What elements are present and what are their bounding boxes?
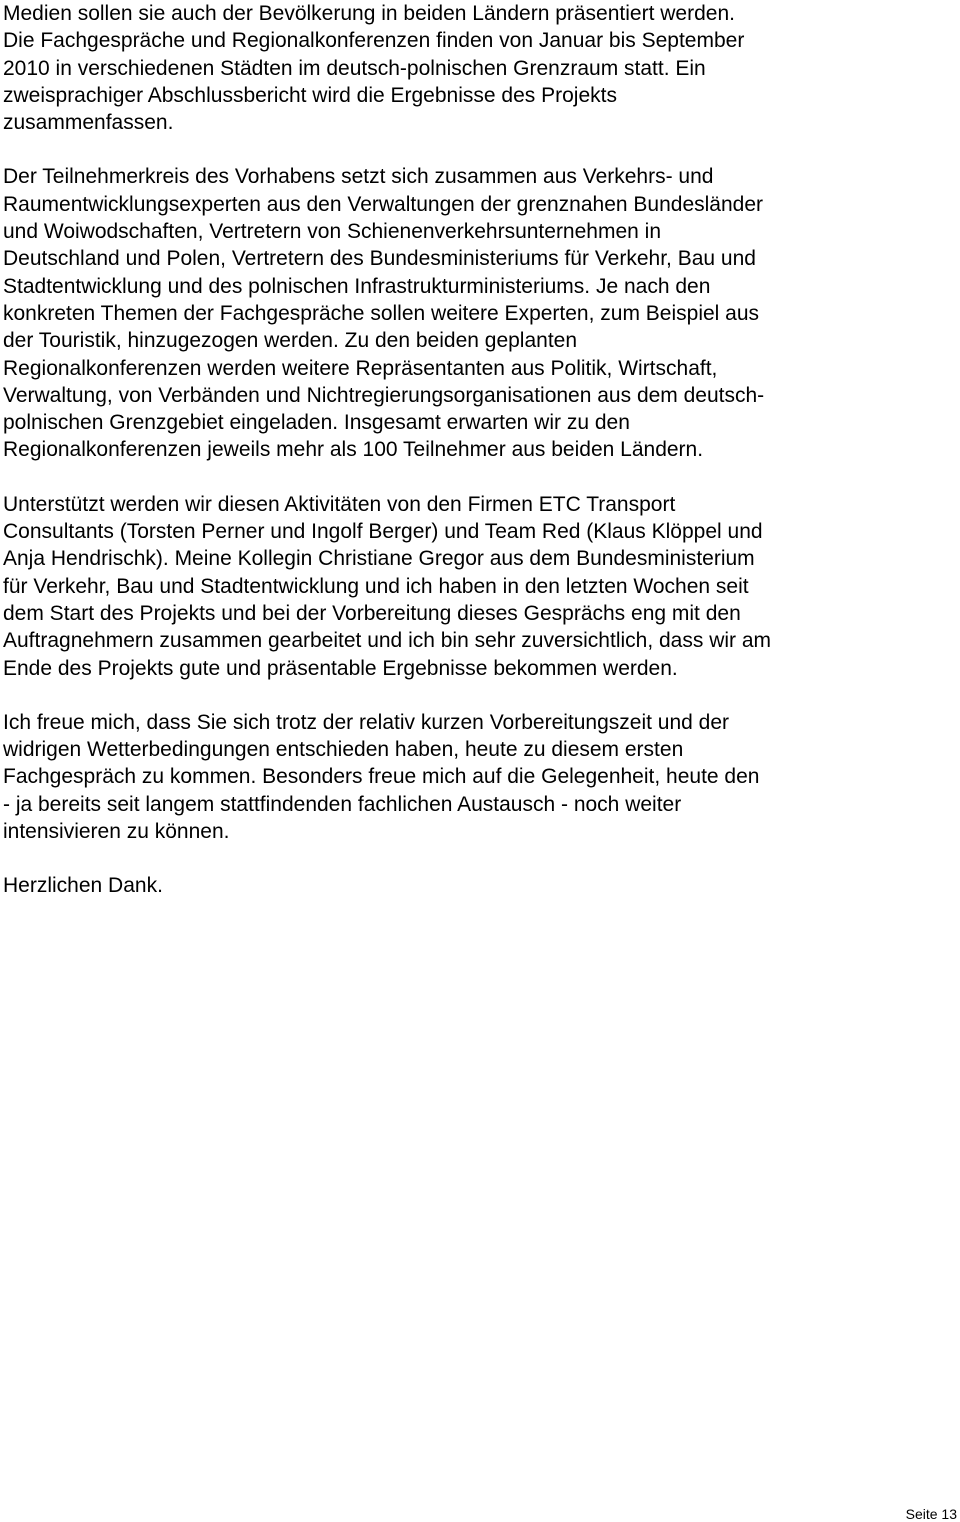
text-line: Fachgespräch zu kommen. Besonders freue mich auf die Gelegenheit, heute den: [3, 765, 760, 789]
paragraph-2: [3, 163, 903, 463]
page-number: Seite 13: [905, 1506, 957, 1522]
text-line: dem Start des Projekts und bei der Vorbereitung dieses Gesprächs eng mit den: [3, 601, 741, 625]
text-line: 2010 in verschiedenen Städten im deutsch-polnischen Grenzraum statt. Ein: [3, 56, 706, 80]
text-line: zweisprachiger Abschlussbericht wird die Ergebnisse des Projekts: [3, 83, 617, 107]
text-line: und Woiwodschaften, Vertretern von Schienenverkehrsunternehmen in: [3, 220, 662, 244]
paragraph-3: [3, 491, 903, 682]
text-line: Ich freue mich, dass Sie sich trotz der relativ kurzen Vorbereitungszeit und der: [3, 710, 730, 734]
text-line: zusammenfassen.: [3, 111, 174, 135]
text-line: der Touristik, hinzugezogen werden. Zu den beiden geplanten: [3, 329, 578, 353]
text-line: Regionalkonferenzen werden weitere Repräsentanten aus Politik, Wirtschaft,: [3, 356, 718, 380]
document-body: [3, 0, 903, 900]
text-line: Die Fachgespräche und Regionalkonferenzen finden von Januar bis September: [3, 29, 745, 53]
text-line: Raumentwicklungsexperten aus den Verwaltungen der grenznahen Bundesländer: [3, 192, 764, 216]
text-line: Deutschland und Polen, Vertretern des Bundesministeriums für Verkehr, Bau und: [3, 247, 756, 271]
text-line: Unterstützt werden wir diesen Aktivitäten von den Firmen ETC Transport: [3, 492, 676, 516]
text-line: Medien sollen sie auch der Bevölkerung in beiden Ländern präsentiert werden.: [3, 2, 735, 25]
text-line: widrigen Wetterbedingungen entschieden haben, heute zu diesem ersten: [3, 738, 684, 762]
text-line: Auftragnehmern zusammen gearbeitet und ich bin sehr zuversichtlich, dass wir am: [3, 629, 772, 653]
text-line: polnischen Grenzgebiet eingeladen. Insgesamt erwarten wir zu den: [3, 411, 630, 435]
closing-paragraph: [3, 872, 903, 899]
paragraph-4: [3, 709, 903, 845]
text-line: Stadtentwicklung und des polnischen Infrastrukturministeriums. Je nach den: [3, 274, 711, 298]
paragraph-1: [3, 0, 903, 136]
text-line: Consultants (Torsten Perner und Ingolf Berger) und Team Red (Klaus Klöppel und: [3, 520, 763, 544]
text-line: Verwaltung, von Verbänden und Nichtregierungsorganisationen aus dem deutsch-: [3, 383, 765, 407]
text-line: intensivieren zu können.: [3, 820, 230, 844]
text-line: Herzlichen Dank.: [3, 874, 163, 898]
text-line: Anja Hendrischk). Meine Kollegin Christiane Gregor aus dem Bundesministerium: [3, 547, 755, 571]
text-line: konkreten Themen der Fachgespräche sollen weitere Experten, zum Beispiel aus: [3, 301, 760, 325]
text-line: für Verkehr, Bau und Stadtentwicklung und ich haben in den letzten Wochen seit: [3, 574, 749, 598]
text-line: Ende des Projekts gute und präsentable Ergebnisse bekommen werden.: [3, 656, 678, 680]
text-line: - ja bereits seit langem stattfindenden fachlichen Austausch - noch weiter: [3, 792, 682, 816]
text-line: Regionalkonferenzen jeweils mehr als 100 Teilnehmer aus beiden Ländern.: [3, 438, 704, 462]
text-line: Der Teilnehmerkreis des Vorhabens setzt sich zusammen aus Verkehrs- und: [3, 165, 714, 189]
